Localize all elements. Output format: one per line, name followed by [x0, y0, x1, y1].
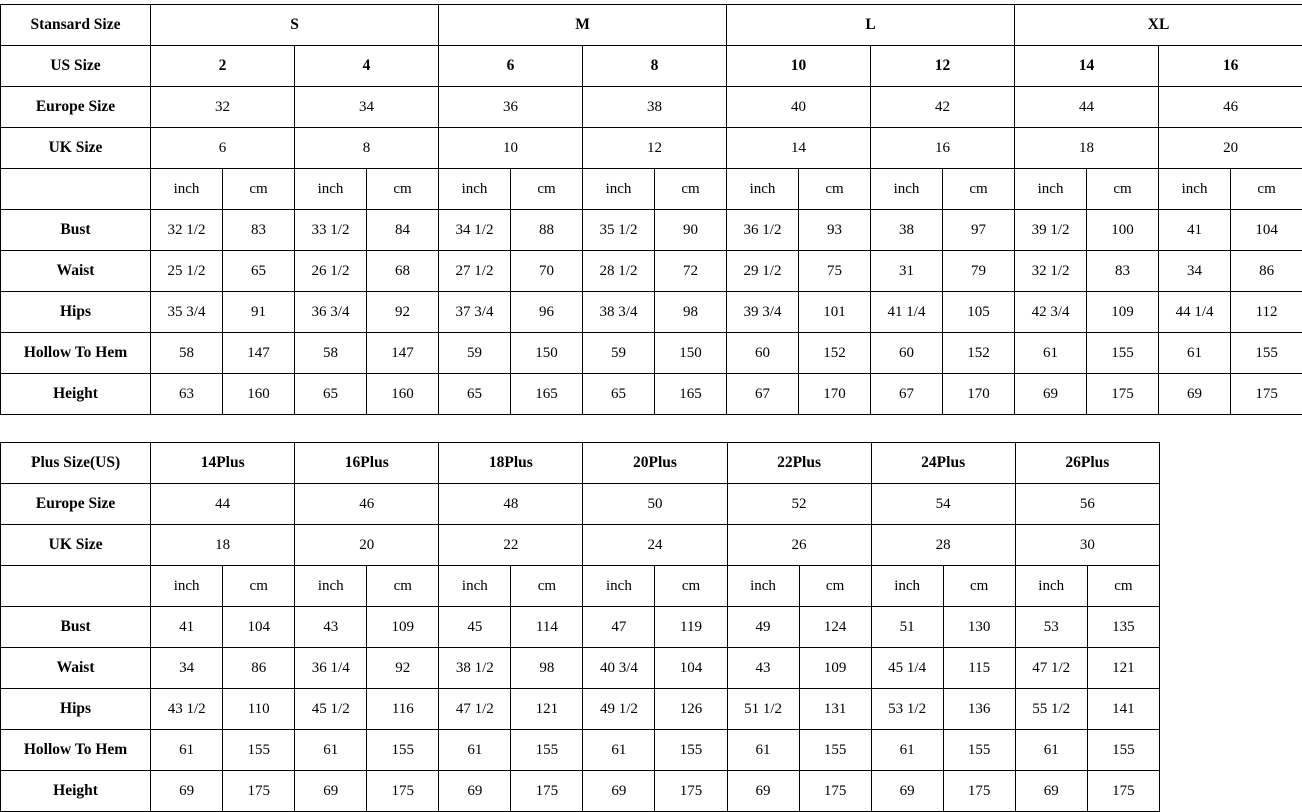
europe-size-cell: 46 — [1159, 87, 1302, 128]
unit-header-inch: inch — [583, 169, 655, 210]
measurement-cell: 42 3/4 — [1015, 292, 1087, 333]
measurement-cell: 44 1/4 — [1159, 292, 1231, 333]
measurement-cell: 61 — [151, 730, 223, 771]
table-row-height — [1, 374, 1302, 415]
measurement-cell: 61 — [1159, 333, 1231, 374]
uk-size-cell: 14 — [727, 128, 871, 169]
unit-header-inch: inch — [1015, 169, 1087, 210]
measurement-cell: 47 1/2 — [1015, 648, 1087, 689]
table-row-us-size — [1, 46, 1302, 87]
measurement-cell: 43 — [727, 648, 799, 689]
measurement-cell: 155 — [1087, 730, 1159, 771]
unit-header-cm: cm — [1087, 169, 1159, 210]
row-header-waist: Waist — [1, 251, 151, 292]
uk-size-cell: 20 — [1159, 128, 1302, 169]
measurement-cell: 61 — [295, 730, 367, 771]
europe-size-cell: 34 — [295, 87, 439, 128]
measurement-cell: 55 1/2 — [1015, 689, 1087, 730]
table-row-hips — [1, 689, 1160, 730]
measurement-cell: 69 — [439, 771, 511, 812]
measurement-cell: 135 — [1087, 607, 1159, 648]
measurement-cell: 104 — [655, 648, 727, 689]
table-row-bust — [1, 210, 1302, 251]
measurement-cell: 104 — [1231, 210, 1302, 251]
europe-size-cell: 52 — [727, 484, 871, 525]
measurement-cell: 61 — [871, 730, 943, 771]
measurement-cell: 38 3/4 — [583, 292, 655, 333]
measurement-cell: 121 — [511, 689, 583, 730]
table-row-height — [1, 771, 1160, 812]
unit-header-cm: cm — [943, 566, 1015, 607]
measurement-cell: 96 — [511, 292, 583, 333]
table-row-units — [1, 566, 1160, 607]
measurement-cell: 60 — [871, 333, 943, 374]
units-row-empty-label — [1, 566, 151, 607]
measurement-cell: 35 1/2 — [583, 210, 655, 251]
plus-size-cell: 22Plus — [727, 443, 871, 484]
plus-size-cell: 14Plus — [151, 443, 295, 484]
europe-size-cell: 38 — [583, 87, 727, 128]
measurement-cell: 43 1/2 — [151, 689, 223, 730]
measurement-cell: 69 — [871, 771, 943, 812]
measurement-cell: 61 — [727, 730, 799, 771]
measurement-cell: 43 — [295, 607, 367, 648]
row-header-height: Height — [1, 771, 151, 812]
table-row-bust — [1, 607, 1160, 648]
europe-size-cell: 44 — [151, 484, 295, 525]
unit-header-inch: inch — [1015, 566, 1087, 607]
europe-size-cell: 48 — [439, 484, 583, 525]
measurement-cell: 41 — [151, 607, 223, 648]
measurement-cell: 155 — [1087, 333, 1159, 374]
measurement-cell: 49 1/2 — [583, 689, 655, 730]
measurement-cell: 38 1/2 — [439, 648, 511, 689]
row-header-standard-size: Stansard Size — [1, 5, 151, 46]
unit-header-cm: cm — [223, 169, 295, 210]
row-header-hips: Hips — [1, 689, 151, 730]
row-header-hollow-to-hem: Hollow To Hem — [1, 730, 151, 771]
unit-header-inch: inch — [295, 169, 367, 210]
measurement-cell: 119 — [655, 607, 727, 648]
measurement-cell: 147 — [223, 333, 295, 374]
plus-size-cell: 16Plus — [295, 443, 439, 484]
size-group-l: L — [727, 5, 1015, 46]
measurement-cell: 97 — [943, 210, 1015, 251]
unit-header-inch: inch — [439, 566, 511, 607]
size-group-s: S — [151, 5, 439, 46]
measurement-cell: 61 — [583, 730, 655, 771]
measurement-cell: 28 1/2 — [583, 251, 655, 292]
measurement-cell: 175 — [1087, 771, 1159, 812]
measurement-cell: 35 3/4 — [151, 292, 223, 333]
unit-header-cm: cm — [511, 566, 583, 607]
us-size-cell: 10 — [727, 46, 871, 87]
unit-header-inch: inch — [1159, 169, 1231, 210]
measurement-cell: 152 — [943, 333, 1015, 374]
measurement-cell: 58 — [151, 333, 223, 374]
unit-header-inch: inch — [583, 566, 655, 607]
measurement-cell: 109 — [367, 607, 439, 648]
measurement-cell: 110 — [223, 689, 295, 730]
measurement-cell: 165 — [655, 374, 727, 415]
us-size-cell: 4 — [295, 46, 439, 87]
row-header-europe-size: Europe Size — [1, 484, 151, 525]
measurement-cell: 67 — [871, 374, 943, 415]
measurement-cell: 131 — [799, 689, 871, 730]
measurement-cell: 61 — [1015, 730, 1087, 771]
measurement-cell: 59 — [439, 333, 511, 374]
measurement-cell: 104 — [223, 607, 295, 648]
measurement-cell: 155 — [799, 730, 871, 771]
measurement-cell: 72 — [655, 251, 727, 292]
europe-size-cell: 42 — [871, 87, 1015, 128]
measurement-cell: 175 — [943, 771, 1015, 812]
measurement-cell: 112 — [1231, 292, 1302, 333]
plus-size-cell: 26Plus — [1015, 443, 1159, 484]
plus-size-cell: 18Plus — [439, 443, 583, 484]
measurement-cell: 175 — [655, 771, 727, 812]
uk-size-cell: 18 — [151, 525, 295, 566]
unit-header-inch: inch — [727, 169, 799, 210]
unit-header-cm: cm — [1087, 566, 1159, 607]
europe-size-cell: 44 — [1015, 87, 1159, 128]
table-row-units — [1, 169, 1302, 210]
measurement-cell: 155 — [943, 730, 1015, 771]
table-row-europe-size — [1, 484, 1160, 525]
measurement-cell: 33 1/2 — [295, 210, 367, 251]
measurement-cell: 67 — [727, 374, 799, 415]
unit-header-inch: inch — [295, 566, 367, 607]
unit-header-cm: cm — [367, 566, 439, 607]
uk-size-cell: 22 — [439, 525, 583, 566]
measurement-cell: 69 — [1015, 771, 1087, 812]
measurement-cell: 124 — [799, 607, 871, 648]
measurement-cell: 41 1/4 — [871, 292, 943, 333]
row-header-bust: Bust — [1, 607, 151, 648]
us-size-cell: 12 — [871, 46, 1015, 87]
measurement-cell: 105 — [943, 292, 1015, 333]
measurement-cell: 68 — [367, 251, 439, 292]
table-row-uk-size — [1, 128, 1302, 169]
measurement-cell: 29 1/2 — [727, 251, 799, 292]
row-header-bust: Bust — [1, 210, 151, 251]
unit-header-cm: cm — [367, 169, 439, 210]
measurement-cell: 34 — [151, 648, 223, 689]
measurement-cell: 147 — [367, 333, 439, 374]
measurement-cell: 170 — [799, 374, 871, 415]
us-size-cell: 8 — [583, 46, 727, 87]
measurement-cell: 53 1/2 — [871, 689, 943, 730]
plus-size-cell: 20Plus — [583, 443, 727, 484]
row-header-europe-size: Europe Size — [1, 87, 151, 128]
measurement-cell: 150 — [655, 333, 727, 374]
measurement-cell: 100 — [1087, 210, 1159, 251]
measurement-cell: 165 — [511, 374, 583, 415]
unit-header-inch: inch — [871, 566, 943, 607]
table-row-hips — [1, 292, 1302, 333]
measurement-cell: 36 1/2 — [727, 210, 799, 251]
measurement-cell: 36 3/4 — [295, 292, 367, 333]
measurement-cell: 49 — [727, 607, 799, 648]
measurement-cell: 86 — [223, 648, 295, 689]
measurement-cell: 170 — [943, 374, 1015, 415]
measurement-cell: 45 1/2 — [295, 689, 367, 730]
measurement-cell: 175 — [223, 771, 295, 812]
uk-size-cell: 28 — [871, 525, 1015, 566]
measurement-cell: 155 — [511, 730, 583, 771]
measurement-cell: 32 1/2 — [151, 210, 223, 251]
measurement-cell: 175 — [799, 771, 871, 812]
measurement-cell: 130 — [943, 607, 1015, 648]
measurement-cell: 53 — [1015, 607, 1087, 648]
unit-header-cm: cm — [655, 169, 727, 210]
measurement-cell: 45 1/4 — [871, 648, 943, 689]
unit-header-cm: cm — [511, 169, 583, 210]
measurement-cell: 152 — [799, 333, 871, 374]
measurement-cell: 37 3/4 — [439, 292, 511, 333]
measurement-cell: 88 — [511, 210, 583, 251]
uk-size-cell: 20 — [295, 525, 439, 566]
measurement-cell: 114 — [511, 607, 583, 648]
measurement-cell: 47 1/2 — [439, 689, 511, 730]
measurement-cell: 98 — [655, 292, 727, 333]
uk-size-cell: 8 — [295, 128, 439, 169]
measurement-cell: 31 — [871, 251, 943, 292]
measurement-cell: 41 — [1159, 210, 1231, 251]
unit-header-cm: cm — [943, 169, 1015, 210]
europe-size-cell: 56 — [1015, 484, 1159, 525]
measurement-cell: 69 — [295, 771, 367, 812]
measurement-cell: 39 3/4 — [727, 292, 799, 333]
europe-size-cell: 40 — [727, 87, 871, 128]
unit-header-cm: cm — [799, 169, 871, 210]
europe-size-cell: 54 — [871, 484, 1015, 525]
row-header-uk-size: UK Size — [1, 525, 151, 566]
measurement-cell: 93 — [799, 210, 871, 251]
uk-size-cell: 26 — [727, 525, 871, 566]
measurement-cell: 109 — [1087, 292, 1159, 333]
uk-size-cell: 16 — [871, 128, 1015, 169]
row-header-hollow-to-hem: Hollow To Hem — [1, 333, 151, 374]
europe-size-cell: 32 — [151, 87, 295, 128]
measurement-cell: 70 — [511, 251, 583, 292]
measurement-cell: 36 1/4 — [295, 648, 367, 689]
table-row-hollow-to-hem — [1, 730, 1160, 771]
table-row-plus-size — [1, 443, 1160, 484]
measurement-cell: 69 — [1159, 374, 1231, 415]
measurement-cell: 175 — [1087, 374, 1159, 415]
measurement-cell: 27 1/2 — [439, 251, 511, 292]
unit-header-inch: inch — [727, 566, 799, 607]
units-row-empty-label — [1, 169, 151, 210]
us-size-cell: 14 — [1015, 46, 1159, 87]
unit-header-inch: inch — [151, 169, 223, 210]
measurement-cell: 83 — [223, 210, 295, 251]
measurement-cell: 61 — [439, 730, 511, 771]
measurement-cell: 79 — [943, 251, 1015, 292]
measurement-cell: 51 — [871, 607, 943, 648]
measurement-cell: 34 — [1159, 251, 1231, 292]
unit-header-cm: cm — [799, 566, 871, 607]
measurement-cell: 90 — [655, 210, 727, 251]
measurement-cell: 155 — [1231, 333, 1302, 374]
row-header-waist: Waist — [1, 648, 151, 689]
measurement-cell: 69 — [151, 771, 223, 812]
unit-header-inch: inch — [871, 169, 943, 210]
size-group-m: M — [439, 5, 727, 46]
uk-size-cell: 24 — [583, 525, 727, 566]
measurement-cell: 32 1/2 — [1015, 251, 1087, 292]
row-header-hips: Hips — [1, 292, 151, 333]
measurement-cell: 101 — [799, 292, 871, 333]
measurement-cell: 69 — [583, 771, 655, 812]
measurement-cell: 136 — [943, 689, 1015, 730]
measurement-cell: 59 — [583, 333, 655, 374]
measurement-cell: 65 — [223, 251, 295, 292]
measurement-cell: 61 — [1015, 333, 1087, 374]
unit-header-inch: inch — [439, 169, 511, 210]
measurement-cell: 155 — [367, 730, 439, 771]
table-row-hollow-to-hem — [1, 333, 1302, 374]
measurement-cell: 47 — [583, 607, 655, 648]
measurement-cell: 65 — [439, 374, 511, 415]
plus-size-table — [0, 442, 1160, 812]
uk-size-cell: 10 — [439, 128, 583, 169]
measurement-cell: 150 — [511, 333, 583, 374]
measurement-cell: 155 — [223, 730, 295, 771]
measurement-cell: 38 — [871, 210, 943, 251]
measurement-cell: 160 — [367, 374, 439, 415]
measurement-cell: 98 — [511, 648, 583, 689]
measurement-cell: 25 1/2 — [151, 251, 223, 292]
europe-size-cell: 46 — [295, 484, 439, 525]
measurement-cell: 40 3/4 — [583, 648, 655, 689]
unit-header-cm: cm — [655, 566, 727, 607]
measurement-cell: 115 — [943, 648, 1015, 689]
measurement-cell: 86 — [1231, 251, 1302, 292]
measurement-cell: 75 — [799, 251, 871, 292]
measurement-cell: 116 — [367, 689, 439, 730]
measurement-cell: 83 — [1087, 251, 1159, 292]
uk-size-cell: 18 — [1015, 128, 1159, 169]
table-row-europe-size — [1, 87, 1302, 128]
europe-size-cell: 50 — [583, 484, 727, 525]
uk-size-cell: 12 — [583, 128, 727, 169]
measurement-cell: 58 — [295, 333, 367, 374]
measurement-cell: 84 — [367, 210, 439, 251]
unit-header-cm: cm — [223, 566, 295, 607]
measurement-cell: 60 — [727, 333, 799, 374]
row-header-height: Height — [1, 374, 151, 415]
unit-header-inch: inch — [151, 566, 223, 607]
measurement-cell: 175 — [1231, 374, 1302, 415]
measurement-cell: 175 — [511, 771, 583, 812]
measurement-cell: 65 — [583, 374, 655, 415]
measurement-cell: 155 — [655, 730, 727, 771]
measurement-cell: 69 — [1015, 374, 1087, 415]
measurement-cell: 141 — [1087, 689, 1159, 730]
measurement-cell: 45 — [439, 607, 511, 648]
europe-size-cell: 36 — [439, 87, 583, 128]
us-size-cell: 2 — [151, 46, 295, 87]
us-size-cell: 6 — [439, 46, 583, 87]
measurement-cell: 34 1/2 — [439, 210, 511, 251]
us-size-cell: 16 — [1159, 46, 1302, 87]
measurement-cell: 65 — [295, 374, 367, 415]
measurement-cell: 26 1/2 — [295, 251, 367, 292]
plus-size-cell: 24Plus — [871, 443, 1015, 484]
uk-size-cell: 30 — [1015, 525, 1159, 566]
table-row-standard-size — [1, 5, 1302, 46]
measurement-cell: 121 — [1087, 648, 1159, 689]
table-row-waist — [1, 648, 1160, 689]
measurement-cell: 69 — [727, 771, 799, 812]
measurement-cell: 126 — [655, 689, 727, 730]
measurement-cell: 175 — [367, 771, 439, 812]
measurement-cell: 39 1/2 — [1015, 210, 1087, 251]
measurement-cell: 51 1/2 — [727, 689, 799, 730]
measurement-cell: 92 — [367, 648, 439, 689]
measurement-cell: 63 — [151, 374, 223, 415]
row-header-uk-size: UK Size — [1, 128, 151, 169]
standard-size-table — [0, 4, 1302, 415]
uk-size-cell: 6 — [151, 128, 295, 169]
row-header-us-size: US Size — [1, 46, 151, 87]
table-row-waist — [1, 251, 1302, 292]
unit-header-cm: cm — [1231, 169, 1302, 210]
measurement-cell: 92 — [367, 292, 439, 333]
measurement-cell: 91 — [223, 292, 295, 333]
size-group-xl: XL — [1015, 5, 1302, 46]
table-row-uk-size — [1, 525, 1160, 566]
row-header-plus-size: Plus Size(US) — [1, 443, 151, 484]
measurement-cell: 160 — [223, 374, 295, 415]
measurement-cell: 109 — [799, 648, 871, 689]
